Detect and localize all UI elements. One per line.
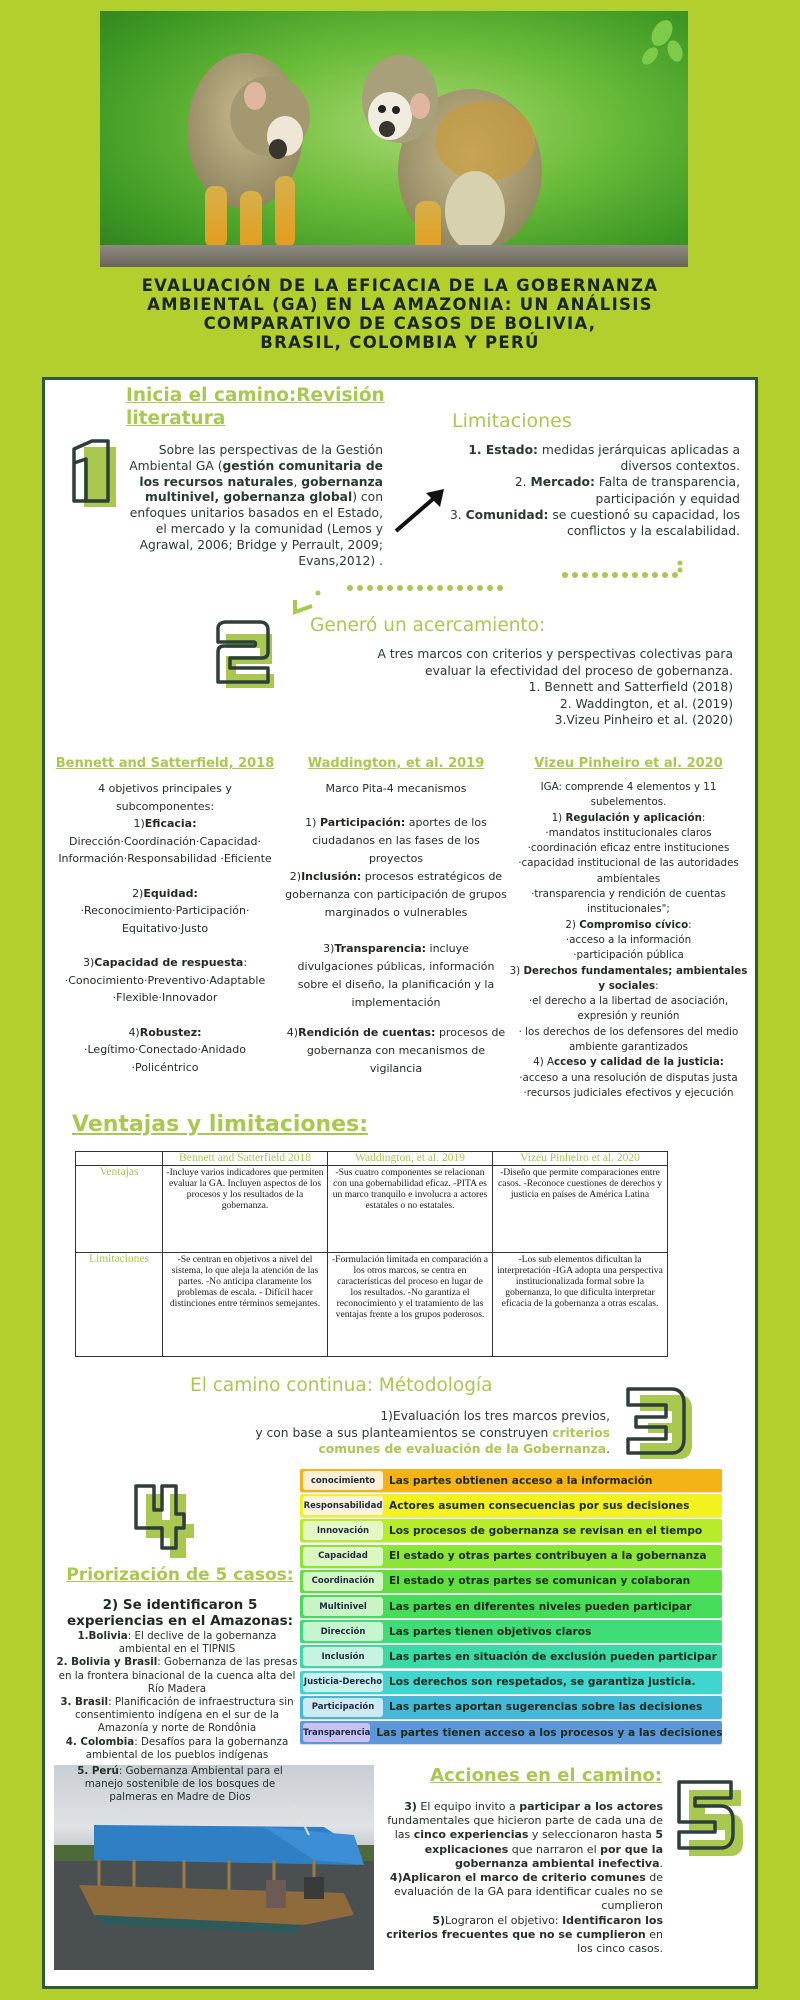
framework-group bbox=[506, 1055, 751, 1070]
criteria-row bbox=[300, 1671, 722, 1694]
ventajas-heading: Ventajas y limitaciones: bbox=[72, 1112, 368, 1137]
text: 2. bbox=[514, 475, 531, 490]
criteria-row bbox=[300, 1494, 722, 1517]
step2-line: evaluar la efectividad del proceso de gobernanza. bbox=[425, 663, 733, 678]
bold-text: Rendición de cuentas: bbox=[298, 1026, 436, 1039]
limitaciones-item bbox=[440, 474, 740, 506]
text: 3) bbox=[509, 964, 524, 977]
text: que narraron el bbox=[508, 1842, 601, 1856]
number-5-icon bbox=[673, 1778, 745, 1858]
step2-line: 1. Bennett and Satterfield (2018) bbox=[528, 680, 733, 694]
criteria-description: Los derechos son respetados, se garantiza justicia. bbox=[389, 1676, 696, 1689]
text: 1) bbox=[305, 816, 320, 829]
bold-text: por que la gobernanza ambiental inefectiva bbox=[455, 1842, 663, 1870]
framework-title: Waddington, et al. 2019 bbox=[307, 756, 485, 771]
step1-heading-line1: Inicia el camino:Revisión bbox=[126, 385, 385, 406]
limitaciones-item bbox=[440, 507, 740, 539]
bold-text: 5 explicaciones bbox=[424, 1828, 663, 1856]
framework-group bbox=[50, 815, 280, 833]
bold-text: Robustez: bbox=[139, 1025, 202, 1039]
step3-paragraph bbox=[200, 1408, 610, 1458]
framework-subitem: ·transparencia y rendición de cuentas institucionales"; bbox=[531, 888, 726, 916]
case-item bbox=[60, 1765, 300, 1805]
table-row-label: Ventajas bbox=[76, 1166, 163, 1253]
step5-item-4 bbox=[383, 1871, 663, 1914]
step2-line: 2. Waddington, et al. (2019) bbox=[559, 696, 733, 711]
text: 4) A bbox=[533, 1056, 555, 1069]
criteria-label: Responsabilidad bbox=[303, 1496, 383, 1515]
bold-text: cceso y calidad de la justicia: bbox=[554, 1056, 724, 1069]
table-cell: -Se centran en objetivos a nivel del sistema, lo que aleja la atención de las partes. -No anticipa claramente los problemas de escala. - Difícil hacer distinciones entre términos semejantes. bbox=[163, 1253, 328, 1357]
framework-subitem: ·participación pública bbox=[573, 949, 684, 962]
limitaciones-heading: Limitaciones bbox=[452, 410, 572, 432]
table-header-cell: Bennett and Satterfield 2018 bbox=[163, 1152, 328, 1166]
criteria-description: Las partes obtienen acceso a la información bbox=[389, 1474, 653, 1487]
text: Falta de transparencia, participación y equidad bbox=[594, 475, 740, 506]
criteria-description: Las partes tienen objetivos claros bbox=[389, 1625, 592, 1638]
framework-waddington bbox=[285, 756, 507, 1078]
criteria-description: Las partes tienen acceso a los procesos y a las decisiones bbox=[376, 1726, 723, 1739]
text: : Desafíos para la gobernanza ambiental de los pueblos indígenas bbox=[85, 1735, 289, 1761]
wooden-plank bbox=[100, 245, 688, 267]
criteria-row bbox=[300, 1696, 722, 1719]
framework-vizeu bbox=[506, 756, 751, 1101]
bold-text: Compromiso cívico bbox=[579, 918, 689, 931]
text: de evaluación de la GA para identificar cuales no se cumplieron bbox=[393, 1871, 663, 1913]
text: : Planificación de infraestructura sin consentimiento indígena en el sur de la Amazonía y norte de Rondônia bbox=[74, 1696, 294, 1735]
case-item bbox=[52, 1630, 302, 1656]
step1-heading-line2: literatura bbox=[126, 408, 226, 429]
framework-title: Vizeu Pinheiro et al. 2020 bbox=[534, 756, 723, 771]
text: procesos estratégicos de gobernanza con participación de grupos marginados o vulnerables bbox=[285, 870, 507, 919]
criteria-description: Los procesos de gobernanza se revisan en el tiempo bbox=[389, 1524, 703, 1537]
table-cell: -Incluye varios indicadores que permiten evaluar la GA. Incluyen aspectos de los procesos y los resultados de la gobernanza. bbox=[163, 1166, 328, 1253]
bold-text: 3) bbox=[404, 1800, 417, 1813]
framework-group bbox=[285, 1024, 507, 1078]
text: , bbox=[293, 474, 302, 489]
bold-text: 5. Perú bbox=[77, 1765, 119, 1777]
text: 1) bbox=[551, 811, 566, 824]
framework-intro: Marco Pita-4 mecanismos bbox=[325, 782, 467, 795]
criteria-row bbox=[300, 1645, 722, 1668]
text: medidas jerárquicas aplicadas a diversos contextos. bbox=[537, 443, 740, 474]
bold-text: Capacidad de respuesta bbox=[94, 956, 244, 969]
table-header-cell bbox=[76, 1152, 163, 1166]
framework-group: 2) Compromiso cívico: bbox=[565, 918, 692, 931]
framework-intro: IGA: comprende 4 elementos y 11 subelementos. bbox=[540, 781, 717, 809]
framework-title: Bennett and Satterfield, 2018 bbox=[55, 756, 275, 771]
step5-item-3 bbox=[383, 1800, 663, 1871]
limitaciones-list bbox=[440, 442, 740, 539]
title-line: BRASIL, COLOMBIA Y PERÚ bbox=[260, 333, 540, 352]
bold-text: Derechos fundamentales; ambientales y sociales bbox=[523, 964, 748, 992]
bold-text: 2. Bolivia y Brasil bbox=[56, 1656, 158, 1669]
text: . bbox=[606, 1442, 610, 1456]
criteria-description: Las partes en diferentes niveles pueden participar bbox=[389, 1600, 692, 1613]
text: aportes de los ciudadanos en las fases de los proyectos bbox=[312, 816, 487, 865]
title-line: EVALUACIÓN DE LA EFICACIA DE LA GOBERNANZA bbox=[141, 276, 659, 295]
number-4-icon bbox=[130, 1480, 202, 1560]
table-header-cell: Waddington, et al. 2019 bbox=[328, 1152, 493, 1166]
table-cell: -Diseño que permite comparaciones entre casos. -Reconoce cuestiones de derechos y justicia en países de América Latina bbox=[493, 1166, 668, 1253]
framework-group-body: ·Legítimo·Conectado·Anidado ·Policéntrico bbox=[84, 1043, 246, 1074]
framework-group-body: ·Reconocimiento·Participación· Equitativo·Justo bbox=[80, 904, 250, 935]
framework-group bbox=[285, 940, 507, 1012]
case-item bbox=[52, 1696, 302, 1736]
bold-text: 4. Colombia bbox=[65, 1735, 135, 1748]
table-cell: -Los sub elementos dificultan la interpretación -IGA adopta una perspectiva institucionalizada formal sobre la gobernanza, lo que dificulta interpretar eficacia de la gobernanza a otras escalas. bbox=[493, 1253, 668, 1357]
poster-title bbox=[60, 276, 740, 352]
criteria-label: Innovación bbox=[303, 1521, 383, 1540]
limitaciones-item bbox=[440, 442, 740, 474]
framework-subitem: ·capacidad institucional de las autoridades ambientales bbox=[518, 857, 739, 885]
criteria-label: Transparencia bbox=[303, 1723, 370, 1742]
criteria-description: Actores asumen consecuencias por sus decisiones bbox=[389, 1499, 690, 1512]
cases-list bbox=[52, 1630, 302, 1762]
criteria-label: Inclusión bbox=[303, 1647, 383, 1666]
criteria-label: Participación bbox=[303, 1698, 383, 1717]
text: procesos de gobernanza con mecanismos de vigilancia bbox=[306, 1026, 506, 1075]
case-item bbox=[52, 1736, 302, 1762]
bold-text: 4)Aplicaron el marco de criterio comunes bbox=[389, 1871, 646, 1885]
step1-paragraph bbox=[125, 443, 383, 569]
criteria-description: El estado y otras partes se comunican y colaboran bbox=[389, 1575, 691, 1588]
bold-text: gobernanza multinivel, gobernanza global bbox=[145, 474, 383, 505]
step5-heading: Acciones en el camino: bbox=[430, 1765, 662, 1786]
step3-line: 1)Evaluación los tres marcos previos, bbox=[380, 1409, 610, 1423]
criteria-description: Las partes aportan sugerencias sobre las decisiones bbox=[389, 1701, 703, 1714]
framework-group-body: Dirección·Coordinación·Capacidad· Información·Responsabilidad ·Eficiente bbox=[58, 834, 272, 865]
criteria-label: Dirección bbox=[303, 1622, 383, 1641]
step3-line bbox=[200, 1425, 610, 1458]
step4-subheading: 2) Se identificaron 5 experiencias en el Amazonas: bbox=[66, 1597, 294, 1629]
number-1-icon bbox=[70, 437, 120, 509]
monkeys-illustration bbox=[100, 11, 688, 267]
text: 1) bbox=[133, 817, 145, 830]
criteria-row bbox=[300, 1469, 722, 1492]
step2-heading: Generó un acercamiento: bbox=[310, 615, 546, 636]
criteria-label: Coordinación bbox=[303, 1572, 383, 1591]
table-row bbox=[76, 1253, 668, 1357]
title-line: AMBIENTAL (GA) EN LA AMAZONIA: UN ANÁLISIS bbox=[147, 295, 653, 314]
criteria-description: El estado y otras partes contribuyen a la gobernanza bbox=[389, 1550, 707, 1563]
framework-intro: 4 objetivos principales y subcomponentes: bbox=[98, 782, 232, 813]
comparison-table bbox=[75, 1151, 668, 1357]
framework-group: 1) Regulación y aplicación: bbox=[551, 811, 706, 824]
text: 2) bbox=[132, 886, 144, 900]
text: y seleccionaron hasta bbox=[528, 1828, 656, 1842]
text: . bbox=[659, 1856, 663, 1870]
framework-subitem: ·recursos judiciales efectivos y ejecución bbox=[523, 1086, 734, 1099]
text: 2) bbox=[289, 870, 302, 883]
bold-text: participar a los actores bbox=[519, 1800, 663, 1813]
criteria-label: Capacidad bbox=[303, 1547, 383, 1566]
framework-bennett bbox=[50, 756, 280, 1076]
framework-group bbox=[50, 885, 280, 903]
text: fundamentales que hicieron parte de cada una de las bbox=[387, 1814, 663, 1842]
criteria-row bbox=[300, 1545, 722, 1568]
framework-subitem: ·coordinación eficaz entre instituciones bbox=[527, 842, 730, 855]
bold-text: Regulación y aplicación bbox=[565, 811, 702, 824]
text: 2) bbox=[565, 918, 580, 931]
bold-text: Identificaron los criterios frecuentes que no se cumplieron bbox=[386, 1913, 663, 1941]
table-row bbox=[76, 1166, 668, 1253]
text: : Gobernanza Ambiental para el manejo sostenible de los bosques de palmeras en Madre de Dios bbox=[84, 1765, 283, 1804]
framework-group: 3)Capacidad de respuesta: bbox=[82, 956, 248, 969]
criteria-label: Multinivel bbox=[303, 1597, 383, 1616]
leaf-icon bbox=[639, 16, 685, 67]
framework-subitem: ·acceso a la información bbox=[565, 933, 692, 946]
step1-heading bbox=[126, 384, 406, 430]
bold-text: cinco experiencias bbox=[413, 1828, 529, 1842]
text: 3) bbox=[323, 942, 335, 955]
text: en los cinco casos. bbox=[577, 1927, 663, 1956]
number-2-icon bbox=[210, 620, 280, 690]
bold-text: Inclusión: bbox=[301, 870, 362, 883]
step3-heading: El camino continua: Métodología bbox=[190, 1375, 493, 1396]
case-item bbox=[52, 1656, 302, 1696]
framework-group bbox=[285, 868, 507, 922]
step5-paragraph bbox=[383, 1800, 663, 1956]
criteria-row bbox=[300, 1620, 722, 1643]
text: Sobre las perspectivas de la Gestión Ambiental GA ( bbox=[129, 443, 383, 473]
step4-heading: Priorización de 5 casos: bbox=[66, 1565, 294, 1585]
table-cell: -Formulación limitada en comparación a los otros marcos, se centra en características del proceso en lugar de los resultados. -No garantiza el reconocimiento y el tratamiento de las ventajas frente a los grupos poderosos. bbox=[328, 1253, 493, 1357]
highlight-text: criterios comunes de evaluación de la Gobernanza bbox=[318, 1425, 610, 1456]
criteria-row bbox=[300, 1595, 722, 1618]
bold-text: Eficacia: bbox=[144, 817, 197, 830]
bold-text: 3. Brasil bbox=[60, 1696, 109, 1709]
step2-line: 3.Vizeu Pinheiro et al. (2020) bbox=[554, 713, 733, 727]
bold-text: 1.Bolivia bbox=[77, 1630, 128, 1642]
step2-paragraph bbox=[300, 646, 733, 729]
framework-group bbox=[285, 814, 507, 868]
title-line: COMPARATIVO DE CASOS DE BOLIVIA, bbox=[203, 314, 597, 333]
criteria-row bbox=[300, 1519, 722, 1542]
bold-text: Mercado: bbox=[530, 475, 595, 490]
criteria-label: conocimiento bbox=[303, 1471, 383, 1490]
text: El equipo invito a bbox=[416, 1800, 520, 1813]
framework-group-body: ·Conocimiento·Preventivo·Adaptable ·Flexible·Innovador bbox=[64, 973, 266, 1004]
bold-text: 5) bbox=[432, 1913, 446, 1927]
text: se cuestionó su capacidad, los conflictos y la escalabilidad. bbox=[548, 507, 740, 539]
table-header-row bbox=[76, 1152, 668, 1166]
text: incluye divulgaciones públicas, información sobre el diseño, la planificación y la implementación bbox=[297, 942, 495, 1009]
number-3-icon bbox=[622, 1385, 694, 1461]
criteria-label: Justicia-Derecho bbox=[303, 1673, 383, 1692]
bold-text: 1. Estado: bbox=[468, 443, 538, 457]
step5-item-5 bbox=[383, 1914, 663, 1957]
text: Lograron el objetivo: bbox=[445, 1913, 563, 1927]
bold-text: Comunidad: bbox=[465, 507, 549, 522]
table-cell: -Sus cuatro componentes se relacionan con una gobernabilidad eficaz. -PITA es un marco tranquilo e involucra a actores estatales o no estatales. bbox=[328, 1166, 493, 1253]
text: 3. bbox=[449, 507, 466, 522]
criteria-description: Las partes en situación de exclusión pueden participar bbox=[389, 1650, 717, 1663]
framework-group: 3) Derechos fundamentales; ambientales y sociales: bbox=[509, 964, 748, 992]
text: : El declive de la gobernanza ambiental en el TIPNIS bbox=[118, 1630, 277, 1656]
table-header-cell: Vizeu Pinheiro et al. 2020 bbox=[493, 1152, 668, 1166]
framework-subitem: · los derechos de los defensores del medio ambiente garantizados bbox=[518, 1025, 739, 1054]
text: 4) bbox=[128, 1025, 140, 1039]
bold-text: Transparencia: bbox=[334, 942, 427, 955]
criteria-row bbox=[300, 1570, 722, 1593]
criteria-row bbox=[300, 1721, 722, 1744]
text: 3) bbox=[82, 956, 95, 969]
text: : Gobernanza de las presas en la frontera binacional de la cuenca alta del Río Madera bbox=[58, 1656, 298, 1695]
bold-text: Participación: bbox=[319, 816, 406, 829]
framework-body bbox=[50, 780, 280, 1076]
framework-subitem: ·el derecho a la libertad de asociación, expresión y reunión bbox=[528, 995, 729, 1023]
framework-body bbox=[285, 780, 507, 1078]
step2-line: A tres marcos con criterios y perspectivas colectivas para bbox=[377, 647, 733, 661]
text: y con base a sus planteamientos se construyen bbox=[255, 1425, 553, 1440]
hero-image-squirrel-monkeys bbox=[100, 11, 688, 267]
table-row-label: Limitaciones bbox=[76, 1253, 163, 1357]
bold-text: gestión comunitaria de los recursos naturales bbox=[139, 458, 383, 489]
bold-text: Equidad: bbox=[143, 886, 198, 900]
text: 4) bbox=[286, 1026, 299, 1039]
framework-group bbox=[50, 1024, 280, 1042]
framework-subitem: ·acceso a una resolución de disputas justa bbox=[519, 1071, 738, 1084]
framework-body bbox=[506, 780, 751, 1101]
text: ) con enfoques unitarios basados en el Estado, el mercado y la comunidad (Lemos y Agrawal, 2006; Bridge y Perrault, 2009; Evans,2012) . bbox=[129, 490, 383, 568]
framework-subitem: ·mandatos institucionales claros bbox=[545, 826, 712, 839]
